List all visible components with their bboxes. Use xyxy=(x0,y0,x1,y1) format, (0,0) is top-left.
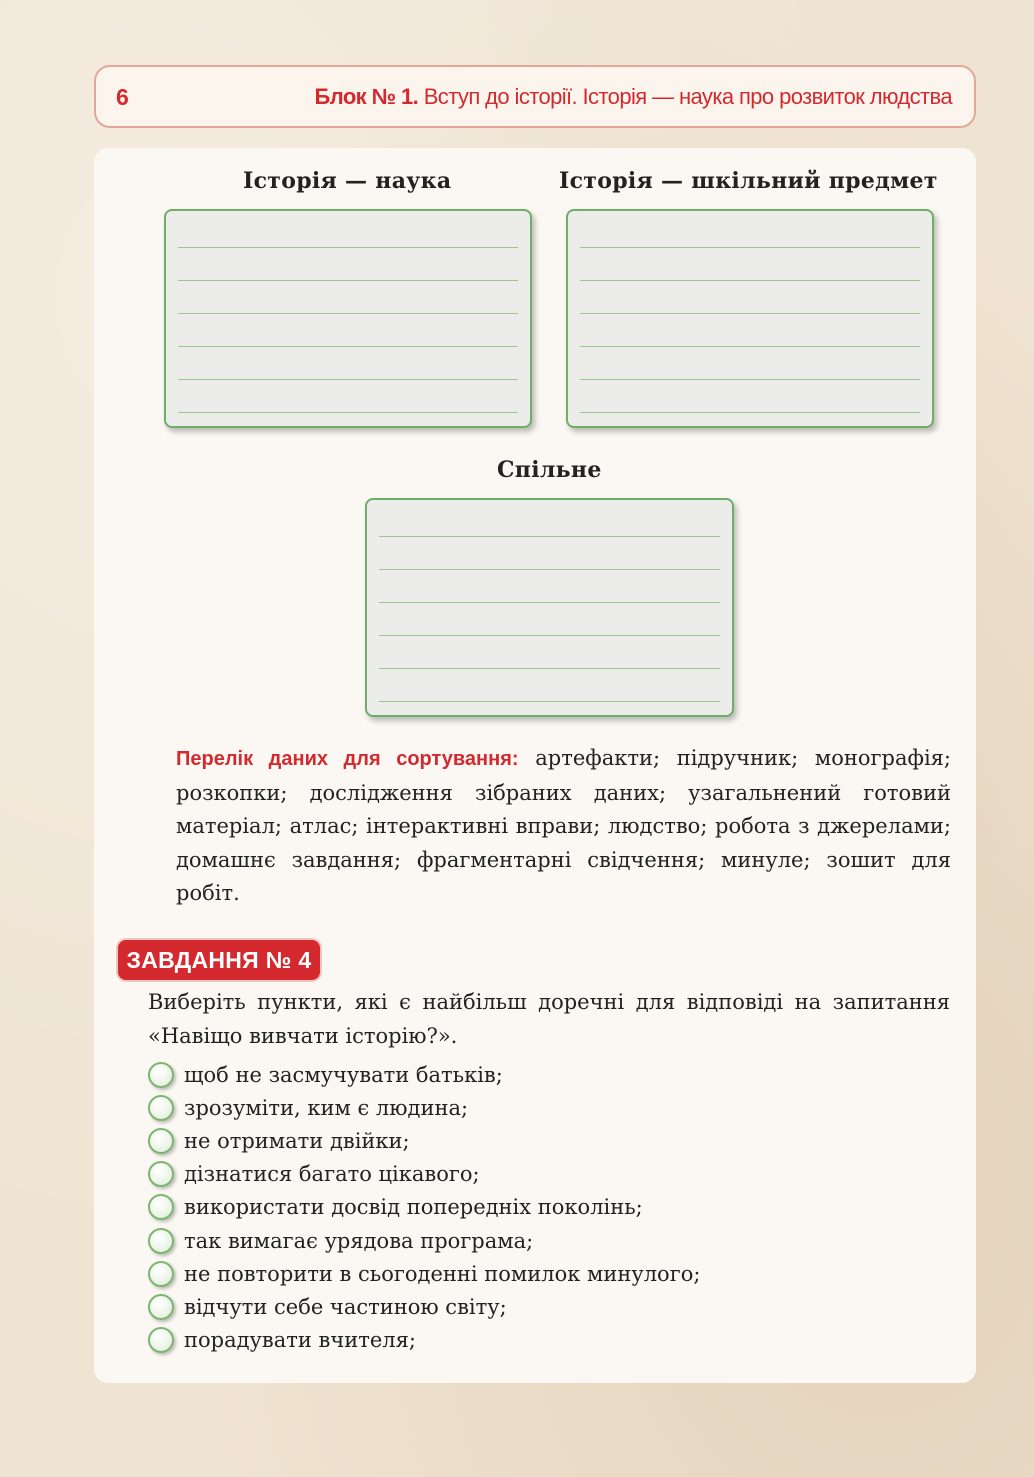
block-label: Блок № 1. xyxy=(314,84,419,109)
common-answer-box[interactable] xyxy=(365,498,734,717)
option-label: відчути себе частиною світу; xyxy=(184,1294,507,1319)
option-label: порадувати вчителя; xyxy=(184,1328,416,1353)
radio-circle-icon[interactable] xyxy=(148,1095,174,1121)
option-label: так вимагає урядова програма; xyxy=(184,1228,534,1253)
option-item[interactable] xyxy=(148,1058,700,1091)
radio-circle-icon[interactable] xyxy=(148,1261,174,1287)
radio-circle-icon[interactable] xyxy=(148,1228,174,1254)
option-label: щоб не засмучувати батьків; xyxy=(184,1062,503,1087)
history-science-answer-box[interactable] xyxy=(164,209,532,428)
page-header xyxy=(94,65,976,128)
option-label: не повторити в сьогоденні помилок минулого; xyxy=(184,1261,701,1286)
option-item[interactable] xyxy=(148,1224,700,1257)
option-label: використати досвід попередніх поколінь; xyxy=(184,1195,643,1220)
common-box-title: Спільне xyxy=(497,457,602,483)
option-label: зрозуміти, ким є людина; xyxy=(184,1095,469,1120)
sort-list-lead: Перелік даних для сортування: xyxy=(176,748,519,770)
block-title-text: Вступ до історії. Історія — наука про розвиток людства xyxy=(423,84,952,109)
block-title xyxy=(315,84,952,110)
right-box-title: Історія — шкільний предмет xyxy=(559,168,938,194)
sort-list xyxy=(176,742,951,911)
radio-circle-icon[interactable] xyxy=(148,1327,174,1353)
sort-list-text: артефакти; підручник; монографія; розкопки; дослідження зібраних даних; узагальнений готовий матеріал; атлас; інтерактивні вправи; людство; робота з джерелами; домашнє завдання; фрагментарні свідчення; минуле; зошит для робіт. xyxy=(176,746,951,905)
option-item[interactable] xyxy=(148,1124,700,1157)
option-label: дізнатися багато цікавого; xyxy=(184,1162,480,1187)
option-item[interactable] xyxy=(148,1257,700,1290)
radio-circle-icon[interactable] xyxy=(148,1194,174,1220)
page-number: 6 xyxy=(116,84,129,110)
radio-circle-icon[interactable] xyxy=(148,1062,174,1088)
radio-circle-icon[interactable] xyxy=(148,1294,174,1320)
task-badge: ЗАВДАННЯ № 4 xyxy=(118,940,320,980)
option-label: не отримати двійки; xyxy=(184,1128,410,1153)
option-item[interactable] xyxy=(148,1191,700,1224)
radio-circle-icon[interactable] xyxy=(148,1161,174,1187)
options-list xyxy=(148,1058,700,1357)
option-item[interactable] xyxy=(148,1290,700,1323)
task-intro: Виберіть пункти, які є найбільш доречні для відповіді на запитання «Навіщо вивчати історію?». xyxy=(148,990,950,1048)
option-item[interactable] xyxy=(148,1324,700,1357)
option-item[interactable] xyxy=(148,1091,700,1124)
history-subject-answer-box[interactable] xyxy=(566,209,934,428)
option-item[interactable] xyxy=(148,1158,700,1191)
radio-circle-icon[interactable] xyxy=(148,1128,174,1154)
left-box-title: Історія — наука xyxy=(243,168,452,194)
